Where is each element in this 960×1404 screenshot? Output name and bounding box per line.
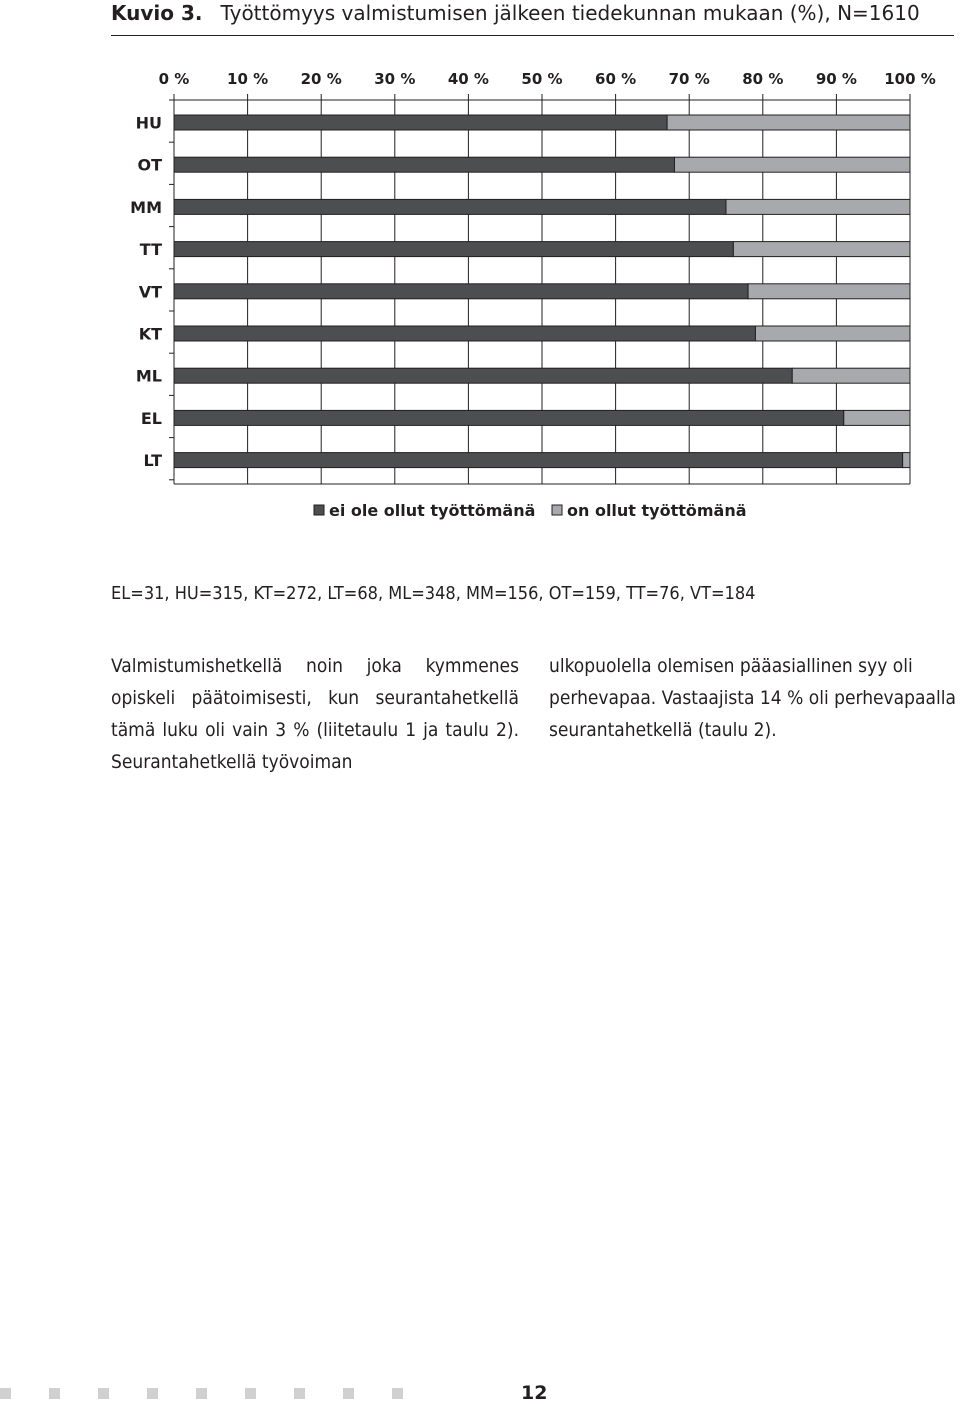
- bar-segment-ei-tyoton: [174, 453, 903, 468]
- bar-segment-on-tyoton: [903, 453, 910, 468]
- bar-segment-ei-tyoton: [174, 368, 792, 383]
- x-tick-label: 100 %: [884, 70, 936, 88]
- bar-segment-ei-tyoton: [174, 115, 667, 130]
- category-label: TT: [139, 240, 162, 260]
- footer-square: [147, 1388, 158, 1399]
- x-tick-label: 20 %: [300, 70, 342, 88]
- x-tick-label: 50 %: [521, 70, 563, 88]
- category-label: HU: [135, 113, 162, 133]
- footer-square: [392, 1388, 403, 1399]
- category-label: EL: [140, 408, 162, 428]
- caption-rule: [111, 35, 954, 36]
- bar-segment-on-tyoton: [748, 284, 910, 299]
- category-label: OT: [137, 155, 162, 175]
- bar-segment-ei-tyoton: [174, 284, 748, 299]
- bar-segment-ei-tyoton: [174, 157, 674, 172]
- page-number: 12: [521, 1382, 548, 1404]
- footer-square: [294, 1388, 305, 1399]
- x-tick-label: 40 %: [447, 70, 489, 88]
- figure-caption: [111, 0, 920, 26]
- x-tick-label: 80 %: [742, 70, 784, 88]
- category-label: MM: [130, 197, 162, 217]
- footer-square: [343, 1388, 354, 1399]
- x-tick-label: 10 %: [227, 70, 269, 88]
- legend-swatch: [552, 505, 562, 515]
- body-text-right: ulkopuolella olemisen pääasiallinen syy oli perhevapaa. Vastaajista 14 % oli perhevapaalla seurantahetkellä (taulu 2).: [549, 655, 956, 741]
- figure-label: Kuvio 3.: [111, 1, 203, 25]
- bar-segment-on-tyoton: [733, 242, 910, 257]
- category-label: KT: [138, 324, 162, 344]
- bar-segment-ei-tyoton: [174, 199, 726, 214]
- x-tick-label: 60 %: [595, 70, 637, 88]
- category-label: ML: [135, 366, 162, 386]
- bar-segment-ei-tyoton: [174, 410, 844, 425]
- legend-label: ei ole ollut työttömänä: [329, 501, 536, 520]
- legend-label: on ollut työttömänä: [567, 501, 747, 520]
- category-label: VT: [138, 282, 162, 302]
- body-text-left: Valmistumishetkellä noin joka kymmenes opiskeli päätoimisesti, kun seurantahetkellä tämä luku oli vain 3 % (liitetaulu 1 ja taulu 2). Seurantahetkellä työvoiman: [111, 655, 519, 773]
- page-footer: [0, 1382, 960, 1404]
- sample-sizes: EL=31, HU=315, KT=272, LT=68, ML=348, MM=156, OT=159, TT=76, VT=184: [111, 583, 756, 604]
- bar-segment-on-tyoton: [726, 199, 910, 214]
- figure-title: Työttömyys valmistumisen jälkeen tiedekunnan mukaan (%), N=1610: [220, 1, 920, 25]
- legend-swatch: [314, 505, 324, 515]
- x-tick-label: 70 %: [668, 70, 710, 88]
- footer-square: [245, 1388, 256, 1399]
- stacked-bar-chart: [0, 60, 960, 540]
- footer-square: [98, 1388, 109, 1399]
- footer-square: [0, 1388, 11, 1399]
- footer-square: [196, 1388, 207, 1399]
- bar-segment-on-tyoton: [792, 368, 910, 383]
- bar-segment-on-tyoton: [844, 410, 910, 425]
- bar-segment-on-tyoton: [674, 157, 910, 172]
- footer-square: [49, 1388, 60, 1399]
- x-tick-label: 30 %: [374, 70, 416, 88]
- category-label: LT: [143, 451, 162, 471]
- bar-segment-on-tyoton: [667, 115, 910, 130]
- bar-segment-ei-tyoton: [174, 326, 755, 341]
- x-tick-label: 0 %: [158, 70, 190, 88]
- x-tick-label: 90 %: [815, 70, 857, 88]
- bar-segment-on-tyoton: [755, 326, 910, 341]
- bar-segment-ei-tyoton: [174, 242, 733, 257]
